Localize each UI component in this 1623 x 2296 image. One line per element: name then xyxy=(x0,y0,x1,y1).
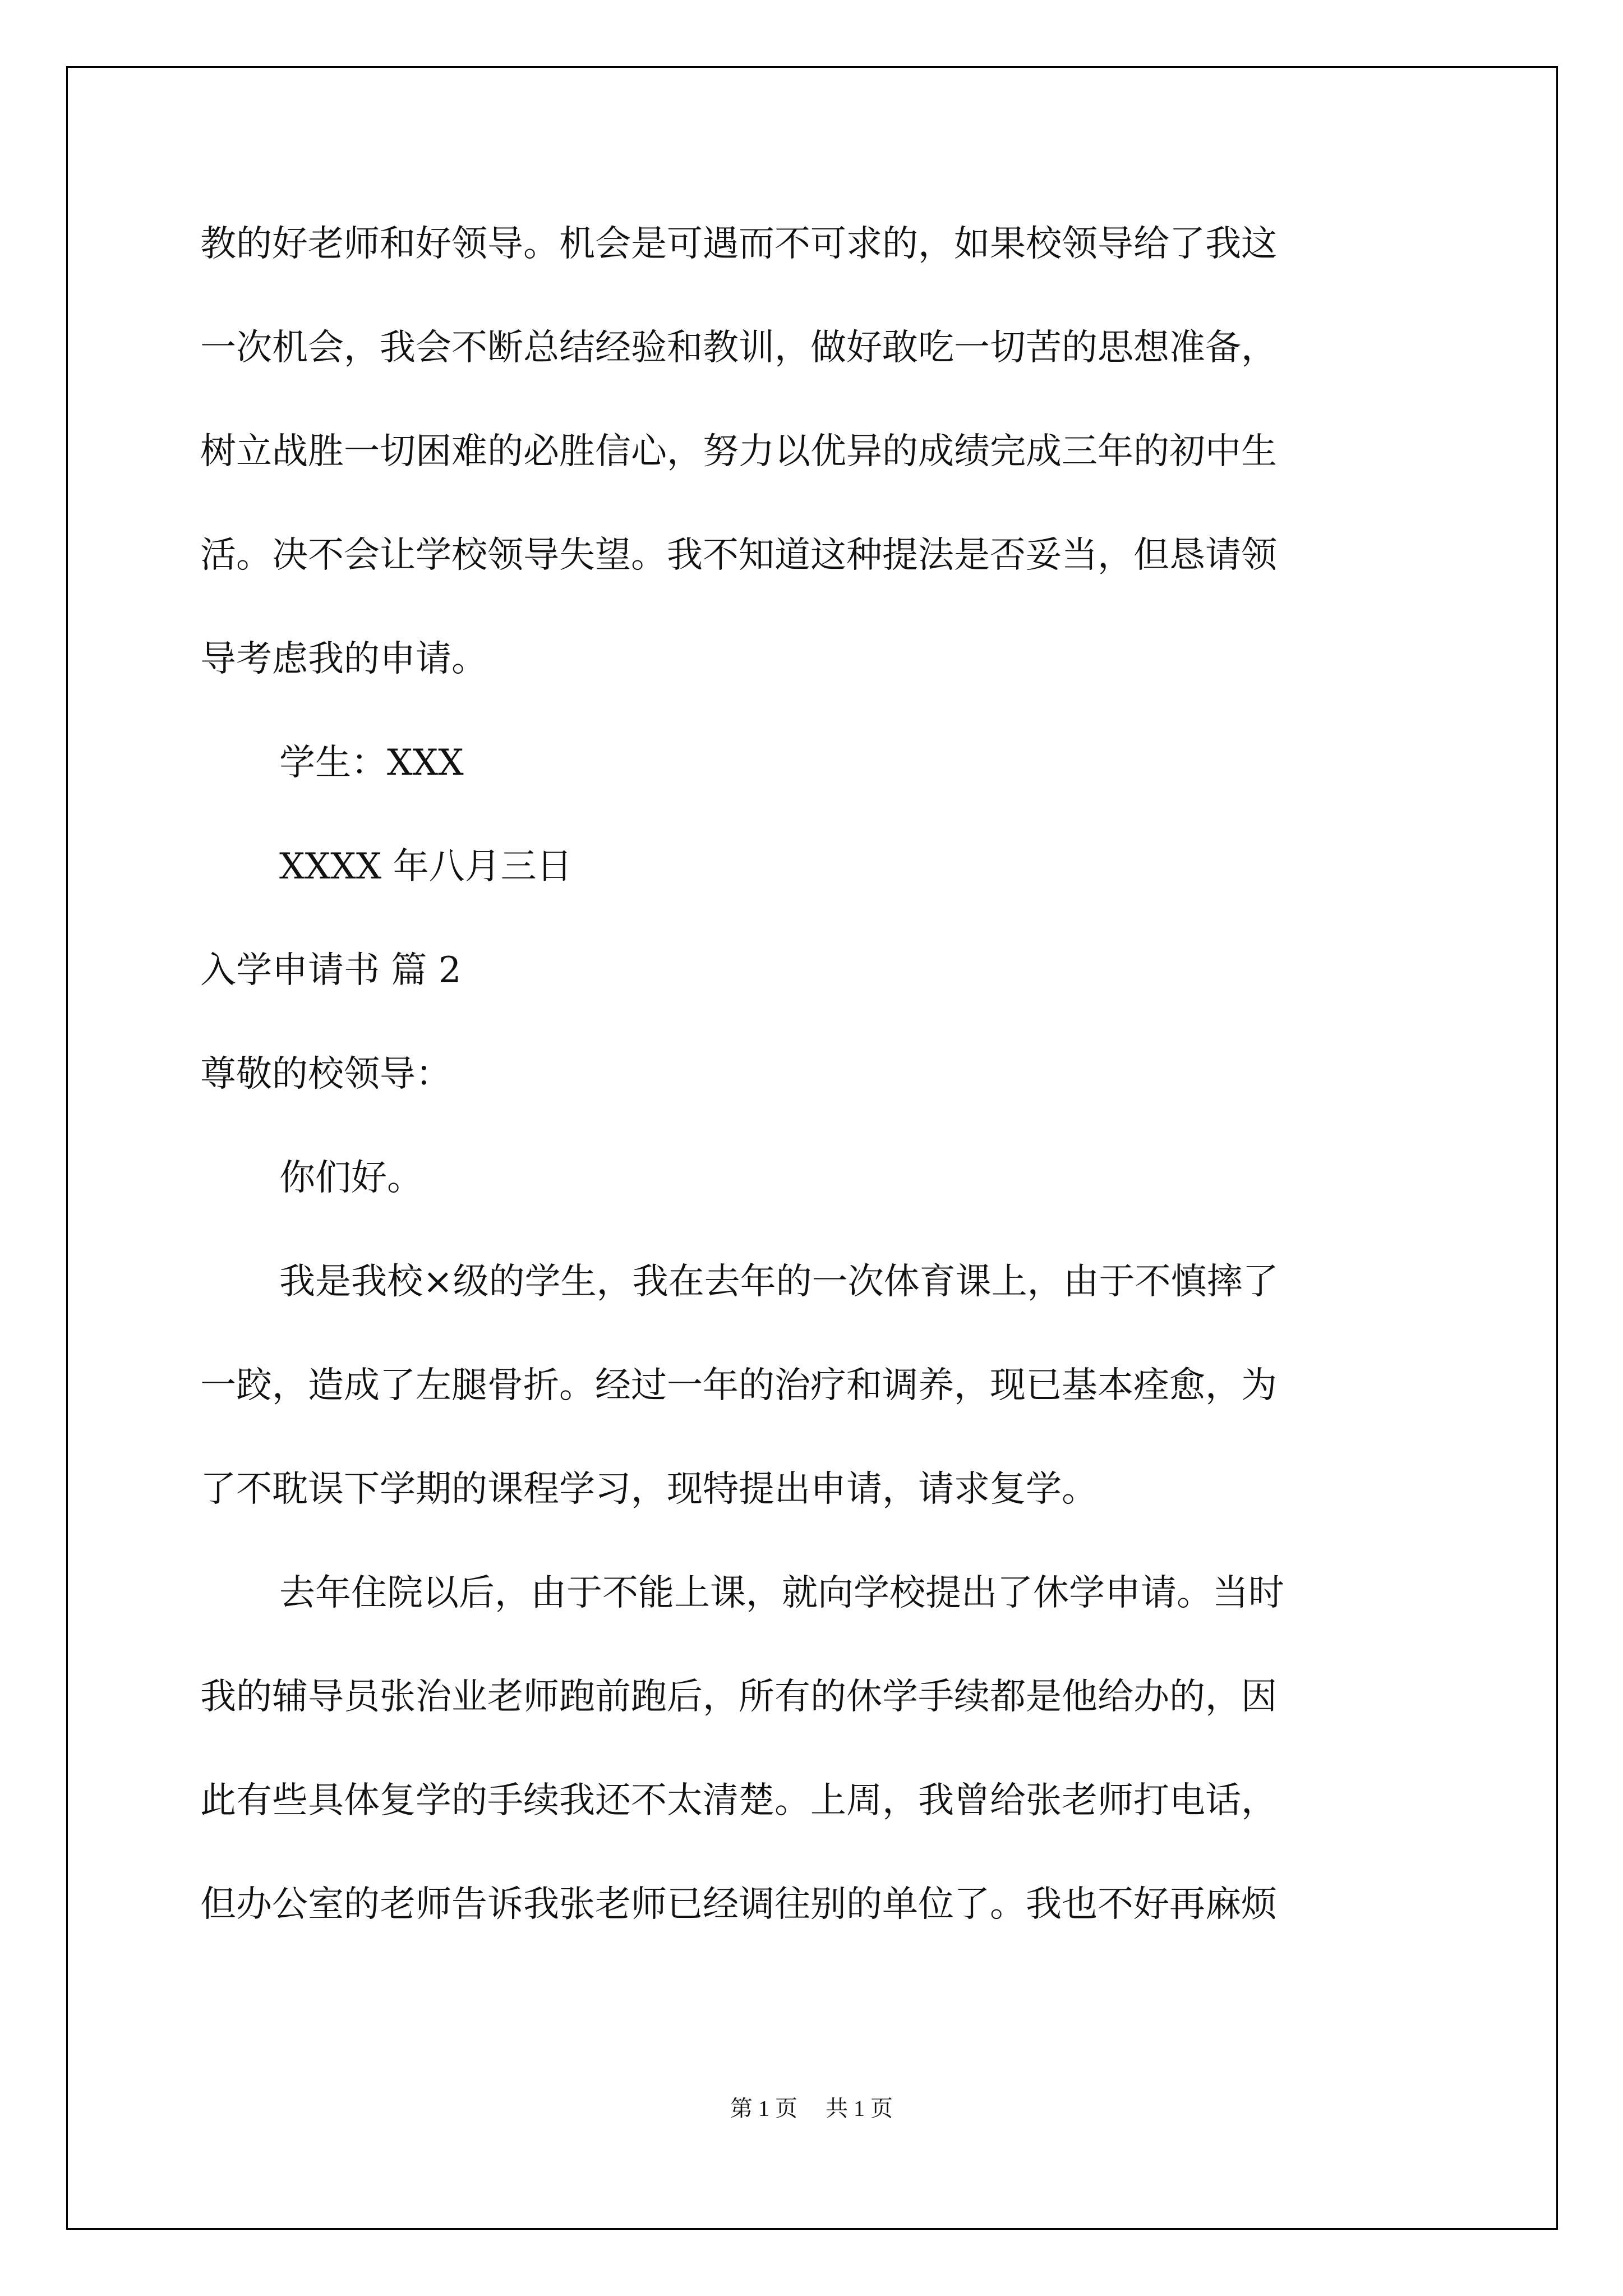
text-line: 去年住院以后，由于不能上课，就向学校提出了休学申请。当时 xyxy=(279,1572,1284,1614)
text-line: 我是我校×级的学生，我在去年的一次体育课上，由于不慎摔了 xyxy=(279,1261,1279,1303)
text-line: 导考虑我的申请。 xyxy=(200,638,487,680)
greeting: 你们好。 xyxy=(279,1157,423,1199)
date-line: XXXX 年八月三日 xyxy=(279,846,573,887)
signature-line: 学生：XXX xyxy=(279,742,464,784)
text-line: 一次机会，我会不断总结经验和教训，做好敢吃一切苦的思想准备， xyxy=(200,327,1277,369)
text-line: 树立战胜一切困难的必胜信心，努力以优异的成绩完成三年的初中生 xyxy=(200,431,1277,472)
section-heading: 入学申请书 篇 2 xyxy=(200,950,462,991)
text-line: 一跤，造成了左腿骨折。经过一年的治疗和调养，现已基本痊愈，为 xyxy=(200,1365,1277,1406)
text-line: 了不耽误下学期的课程学习，现特提出申请，请求复学。 xyxy=(200,1469,1098,1510)
text-line: 但办公室的老师告诉我张老师已经调往别的单位了。我也不好再麻烦 xyxy=(200,1884,1277,1925)
text-line: 此有些具体复学的手续我还不太清楚。上周，我曾给张老师打电话， xyxy=(200,1780,1277,1821)
text-line: 我的辅导员张治业老师跑前跑后，所有的休学手续都是他给办的，因 xyxy=(200,1676,1277,1718)
salutation: 尊敬的校领导： xyxy=(200,1053,451,1095)
text-line: 教的好老师和好领导。机会是可遇而不可求的，如果校领导给了我这 xyxy=(200,223,1277,265)
page-total: 共 1 页 xyxy=(826,2096,893,2121)
page-number: 第 1 页 xyxy=(730,2096,797,2121)
page-footer xyxy=(0,2092,1623,2125)
text-line: 活。决不会让学校领导失望。我不知道这种提法是否妥当，但恳请领 xyxy=(200,535,1277,576)
